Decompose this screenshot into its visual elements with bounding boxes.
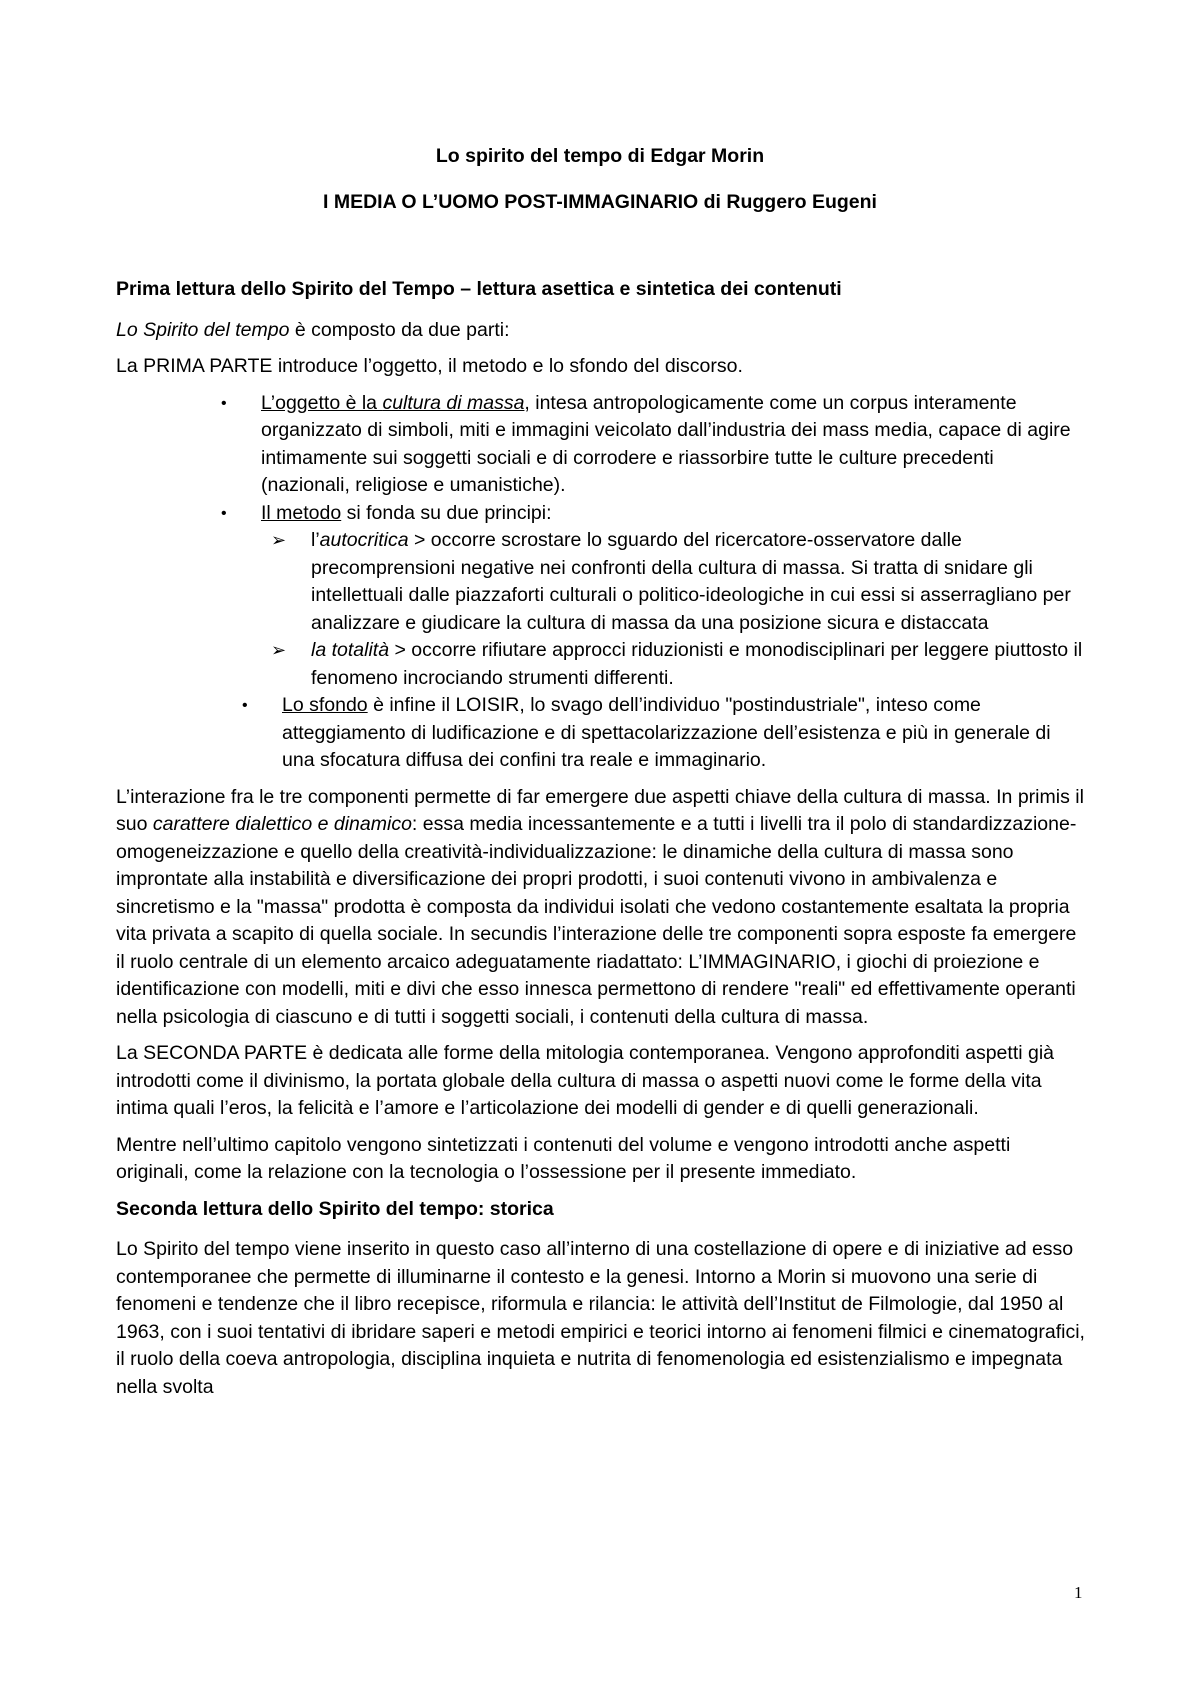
book-title-italic: Lo Spirito del tempo bbox=[116, 318, 290, 341]
ultimo-capitolo-paragraph: Mentre nell’ultimo capitolo vengono sintetizzati i contenuti del volume e vengono introdotti anche aspetti originali, come la relazione con la tecnologia o l’ossessione per il presente immediato. bbox=[116, 1133, 1011, 1183]
arrow-bullet-icon: ➢ bbox=[271, 640, 287, 660]
bullet-list bbox=[116, 390, 1086, 775]
list-item-oggetto: • L’oggetto è la cultura di massa, intesa antropologicamente come un corpus interamente organizzato di simboli, miti e immagini veicolato dall’industria dei mass media, capace di agire intimamente sui soggetti sociali e di corrodere e riassorbire tutte le culture precedenti (nazionali, religiose e umanistiche). bbox=[221, 391, 1071, 496]
bullet-icon: • bbox=[221, 504, 227, 522]
bullet-icon: • bbox=[221, 394, 227, 412]
sub-list-item-totalita: ➢ la totalità > occorre rifiutare approcci riduzionisti e monodisciplinari per leggere piuttosto il fenomeno incrociando strumenti differenti. bbox=[271, 639, 1083, 689]
list-item-metodo: • Il metodo si fonda su due principi: bbox=[116, 500, 1086, 528]
document-title: Lo spirito del tempo di Edgar Morin bbox=[435, 145, 765, 167]
intro-paragraph: Lo Spirito del tempo è composto da due parti: bbox=[116, 318, 510, 341]
bullet-icon: • bbox=[242, 697, 248, 714]
arrow-bullet-icon: ➢ bbox=[271, 530, 287, 550]
interazione-paragraph: L’interazione fra le tre componenti permette di far emergere due aspetti chiave della cultura di massa. In primis il suo carattere dialettico e dinamico: essa media incessantemente e a tutti i livelli tra il polo di standardizzazione-omogeneizzazione e quello della creatività-individualizzazione: le dinamiche della cultura di massa sono improntate alla instabilità e diversificazione dei propri prodotti, i suoi contenuti vivono in ambivalenza e sincretismo e la "massa" prodotta è composta da individui isolati che vedono costantemente esaltata la propria vita privata a scapito di quella sociale. In secundis l’interazione delle tre componenti sopra esposte fa emergere il ruolo centrale di un elemento arcaico adeguatamente riadattato: L’IMMAGINARIO, i giochi di proiezione e identificazione con modelli, miti e divi che esso innesca permettono di rendere "reali" ed effettivamente operanti nella psicologia di ciascuno e di tutti i soggetti sociali, i contenuti della cultura di massa. bbox=[116, 785, 1084, 1028]
document-subtitle: I MEDIA O L’UOMO POST-IMMAGINARIO di Ruggero Eugeni bbox=[323, 191, 877, 213]
document-body bbox=[116, 276, 1086, 1410]
seconda-lettura-paragraph: Lo Spirito del tempo viene inserito in questo caso all’interno di una costellazione di opere e di iniziative ad esso contemporanee che permette di illuminarne il contesto e la genesi. Intorno a Morin si muovono una serie di fenomeni e tendenze che il libro recepisce, riformula e rilancia: le attività dell’Institut de Filmologie, dal 1950 al 1963, con i suoi tentativi di ibridare saperi e metodi empirici e teorici intorno ai fenomeni filmici e cinematografici, il ruolo della coeva antropologia, disciplina inquieta e nutrita di fenomenologia ed esistenzialismo e impegnata nella svolta bbox=[116, 1238, 1085, 1398]
page-number: 1 bbox=[1074, 1583, 1083, 1602]
sub-list-item-autocritica: ➢ l’autocritica > occorre scrostare lo sguardo del ricercatore-osservatore dalle precomprensioni negative nei confronti della cultura di massa. Si tratta di snidare gli intellettuali dalle piazzaforti culturali o politico-ideologiche in cui essi si asserragliano per analizzare e giudicare la cultura di massa da una posizione sicura e distaccata bbox=[271, 529, 1071, 634]
seconda-parte-paragraph: La SECONDA PARTE è dedicata alle forme della mitologia contemporanea. Vengono approfonditi aspetti già introdotti come il divinismo, la portata globale della cultura di massa o aspetti nuovi come le forme della vita intima quali l’eros, la felicità e l’amore e l’articolazione dei modelli di gender e di quelli generazionali. bbox=[116, 1042, 1055, 1119]
list-item-sfondo: • Lo sfondo è infine il LOISIR, lo svago dell’individuo "postindustriale", inteso come atteggiamento di ludificazione e di spettacolarizzazione dell’esistenza e più in generale di una sfocatura diffusa dei confini tra reale e immaginario. bbox=[242, 694, 1051, 771]
section-heading-seconda-lettura: Seconda lettura dello Spirito del tempo: storica bbox=[116, 1197, 554, 1220]
section-heading-prima-lettura: Prima lettura dello Spirito del Tempo – lettura asettica e sintetica dei contenuti bbox=[116, 278, 842, 300]
prima-parte-paragraph: La PRIMA PARTE introduce l’oggetto, il metodo e lo sfondo del discorso. bbox=[116, 355, 743, 377]
